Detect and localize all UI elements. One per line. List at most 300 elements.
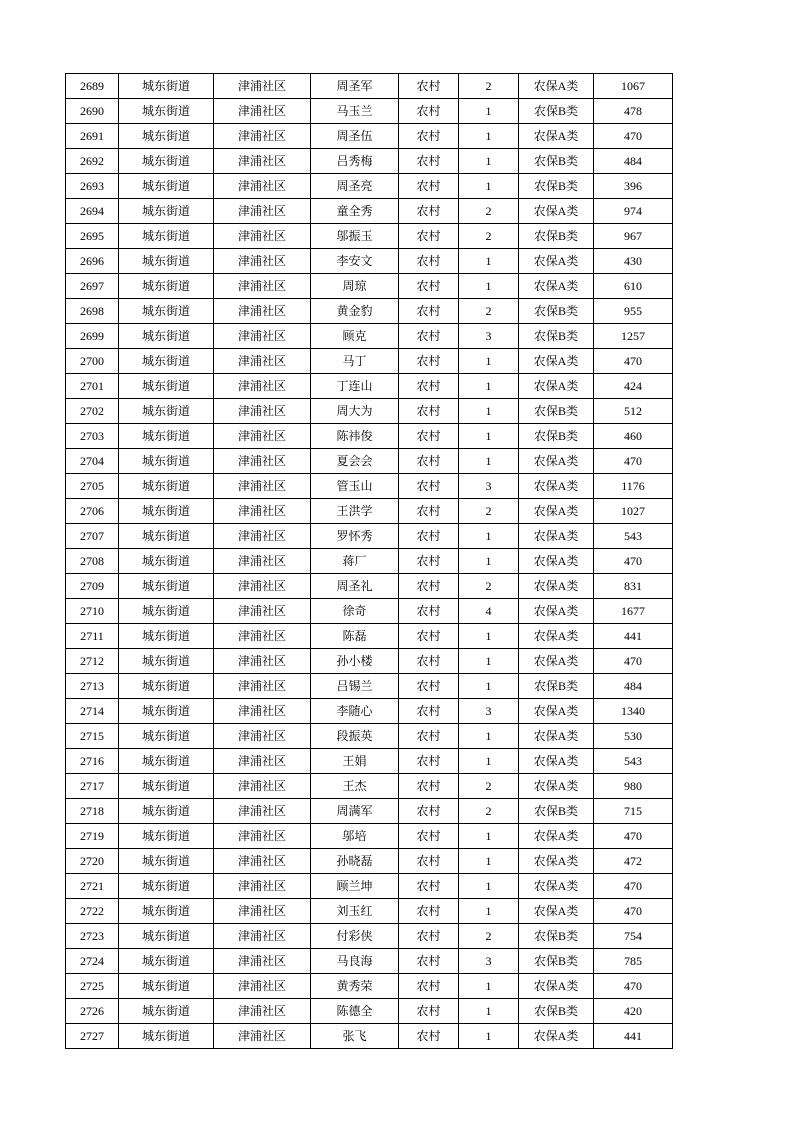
cell-count: 4 <box>459 599 519 624</box>
cell-type: 农村 <box>399 499 459 524</box>
cell-name: 陈祎俊 <box>311 424 399 449</box>
cell-name: 周圣伍 <box>311 124 399 149</box>
cell-street: 城东街道 <box>119 174 214 199</box>
cell-street: 城东街道 <box>119 774 214 799</box>
cell-count: 3 <box>459 949 519 974</box>
cell-id: 2708 <box>66 549 119 574</box>
cell-street: 城东街道 <box>119 799 214 824</box>
cell-amount: 543 <box>594 524 673 549</box>
cell-id: 2723 <box>66 924 119 949</box>
cell-name: 李安文 <box>311 249 399 274</box>
cell-id: 2721 <box>66 874 119 899</box>
cell-name: 徐奇 <box>311 599 399 624</box>
cell-category: 农保A类 <box>519 1024 594 1049</box>
cell-street: 城东街道 <box>119 699 214 724</box>
cell-amount: 610 <box>594 274 673 299</box>
cell-category: 农保A类 <box>519 749 594 774</box>
cell-name: 黄金豹 <box>311 299 399 324</box>
cell-street: 城东街道 <box>119 399 214 424</box>
table-row <box>66 449 673 474</box>
cell-id: 2707 <box>66 524 119 549</box>
cell-id: 2693 <box>66 174 119 199</box>
table-row <box>66 124 673 149</box>
cell-amount: 715 <box>594 799 673 824</box>
cell-community: 津浦社区 <box>214 699 311 724</box>
cell-count: 1 <box>459 749 519 774</box>
cell-street: 城东街道 <box>119 424 214 449</box>
cell-id: 2696 <box>66 249 119 274</box>
cell-category: 农保A类 <box>519 249 594 274</box>
cell-street: 城东街道 <box>119 724 214 749</box>
cell-community: 津浦社区 <box>214 124 311 149</box>
cell-category: 农保A类 <box>519 574 594 599</box>
cell-street: 城东街道 <box>119 824 214 849</box>
table-row <box>66 224 673 249</box>
table-row <box>66 174 673 199</box>
cell-count: 1 <box>459 99 519 124</box>
cell-count: 1 <box>459 849 519 874</box>
cell-category: 农保A类 <box>519 824 594 849</box>
cell-type: 农村 <box>399 199 459 224</box>
cell-type: 农村 <box>399 374 459 399</box>
cell-count: 1 <box>459 974 519 999</box>
cell-community: 津浦社区 <box>214 199 311 224</box>
table-row <box>66 274 673 299</box>
cell-name: 周大为 <box>311 399 399 424</box>
cell-id: 2694 <box>66 199 119 224</box>
cell-category: 农保A类 <box>519 449 594 474</box>
table-row <box>66 924 673 949</box>
cell-amount: 470 <box>594 874 673 899</box>
table-row <box>66 699 673 724</box>
cell-amount: 831 <box>594 574 673 599</box>
cell-category: 农保A类 <box>519 724 594 749</box>
cell-street: 城东街道 <box>119 649 214 674</box>
cell-type: 农村 <box>399 674 459 699</box>
cell-street: 城东街道 <box>119 199 214 224</box>
cell-type: 农村 <box>399 224 459 249</box>
cell-count: 1 <box>459 399 519 424</box>
cell-count: 1 <box>459 999 519 1024</box>
cell-id: 2705 <box>66 474 119 499</box>
cell-id: 2697 <box>66 274 119 299</box>
cell-street: 城东街道 <box>119 874 214 899</box>
cell-amount: 441 <box>594 624 673 649</box>
table-row <box>66 749 673 774</box>
cell-count: 1 <box>459 649 519 674</box>
cell-count: 3 <box>459 324 519 349</box>
cell-id: 2709 <box>66 574 119 599</box>
cell-community: 津浦社区 <box>214 849 311 874</box>
cell-type: 农村 <box>399 874 459 899</box>
cell-amount: 543 <box>594 749 673 774</box>
table-row <box>66 974 673 999</box>
cell-count: 2 <box>459 74 519 99</box>
table-row <box>66 899 673 924</box>
cell-id: 2699 <box>66 324 119 349</box>
cell-name: 孙小楼 <box>311 649 399 674</box>
cell-type: 农村 <box>399 899 459 924</box>
table-row <box>66 549 673 574</box>
cell-community: 津浦社区 <box>214 449 311 474</box>
cell-id: 2725 <box>66 974 119 999</box>
cell-type: 农村 <box>399 424 459 449</box>
cell-community: 津浦社区 <box>214 899 311 924</box>
cell-community: 津浦社区 <box>214 374 311 399</box>
cell-category: 农保A类 <box>519 199 594 224</box>
cell-community: 津浦社区 <box>214 799 311 824</box>
cell-community: 津浦社区 <box>214 274 311 299</box>
table-row <box>66 949 673 974</box>
cell-type: 农村 <box>399 999 459 1024</box>
cell-count: 3 <box>459 699 519 724</box>
cell-amount: 460 <box>594 424 673 449</box>
cell-amount: 441 <box>594 1024 673 1049</box>
cell-count: 2 <box>459 774 519 799</box>
cell-name: 邬培 <box>311 824 399 849</box>
cell-type: 农村 <box>399 124 459 149</box>
table-row <box>66 724 673 749</box>
cell-street: 城东街道 <box>119 99 214 124</box>
table-row <box>66 524 673 549</box>
cell-community: 津浦社区 <box>214 999 311 1024</box>
cell-community: 津浦社区 <box>214 874 311 899</box>
cell-type: 农村 <box>399 699 459 724</box>
cell-category: 农保A类 <box>519 699 594 724</box>
cell-amount: 430 <box>594 249 673 274</box>
cell-name: 周琼 <box>311 274 399 299</box>
cell-community: 津浦社区 <box>214 399 311 424</box>
cell-count: 1 <box>459 724 519 749</box>
cell-amount: 478 <box>594 99 673 124</box>
cell-amount: 470 <box>594 974 673 999</box>
cell-type: 农村 <box>399 799 459 824</box>
cell-community: 津浦社区 <box>214 624 311 649</box>
cell-name: 罗怀秀 <box>311 524 399 549</box>
cell-id: 2702 <box>66 399 119 424</box>
cell-count: 2 <box>459 574 519 599</box>
cell-community: 津浦社区 <box>214 474 311 499</box>
table-row <box>66 424 673 449</box>
cell-id: 2724 <box>66 949 119 974</box>
cell-count: 2 <box>459 799 519 824</box>
cell-category: 农保A类 <box>519 899 594 924</box>
cell-id: 2720 <box>66 849 119 874</box>
cell-type: 农村 <box>399 524 459 549</box>
cell-category: 农保B类 <box>519 924 594 949</box>
cell-category: 农保B类 <box>519 324 594 349</box>
cell-category: 农保B类 <box>519 149 594 174</box>
cell-name: 王娟 <box>311 749 399 774</box>
table-row <box>66 74 673 99</box>
cell-category: 农保A类 <box>519 474 594 499</box>
cell-count: 2 <box>459 924 519 949</box>
table-row <box>66 499 673 524</box>
cell-amount: 1067 <box>594 74 673 99</box>
cell-type: 农村 <box>399 774 459 799</box>
cell-type: 农村 <box>399 549 459 574</box>
cell-count: 2 <box>459 499 519 524</box>
cell-community: 津浦社区 <box>214 74 311 99</box>
cell-community: 津浦社区 <box>214 249 311 274</box>
cell-name: 夏会会 <box>311 449 399 474</box>
table-row <box>66 324 673 349</box>
cell-amount: 1340 <box>594 699 673 724</box>
cell-community: 津浦社区 <box>214 499 311 524</box>
cell-name: 周圣亮 <box>311 174 399 199</box>
cell-name: 丁连山 <box>311 374 399 399</box>
cell-amount: 754 <box>594 924 673 949</box>
cell-id: 2698 <box>66 299 119 324</box>
cell-type: 农村 <box>399 274 459 299</box>
cell-street: 城东街道 <box>119 974 214 999</box>
cell-id: 2710 <box>66 599 119 624</box>
cell-street: 城东街道 <box>119 374 214 399</box>
cell-category: 农保A类 <box>519 349 594 374</box>
cell-name: 段振英 <box>311 724 399 749</box>
cell-count: 1 <box>459 424 519 449</box>
cell-street: 城东街道 <box>119 524 214 549</box>
table-row <box>66 599 673 624</box>
table-row <box>66 399 673 424</box>
cell-category: 农保A类 <box>519 374 594 399</box>
cell-count: 1 <box>459 349 519 374</box>
cell-id: 2692 <box>66 149 119 174</box>
cell-name: 王洪学 <box>311 499 399 524</box>
cell-id: 2714 <box>66 699 119 724</box>
cell-community: 津浦社区 <box>214 149 311 174</box>
cell-id: 2717 <box>66 774 119 799</box>
cell-id: 2689 <box>66 74 119 99</box>
table-row <box>66 199 673 224</box>
table-row <box>66 1024 673 1049</box>
cell-amount: 470 <box>594 899 673 924</box>
cell-count: 1 <box>459 174 519 199</box>
cell-category: 农保A类 <box>519 849 594 874</box>
cell-street: 城东街道 <box>119 349 214 374</box>
cell-id: 2706 <box>66 499 119 524</box>
cell-street: 城东街道 <box>119 949 214 974</box>
cell-type: 农村 <box>399 624 459 649</box>
cell-name: 刘玉红 <box>311 899 399 924</box>
cell-name: 童全秀 <box>311 199 399 224</box>
cell-id: 2713 <box>66 674 119 699</box>
cell-count: 1 <box>459 674 519 699</box>
cell-community: 津浦社区 <box>214 674 311 699</box>
cell-count: 1 <box>459 549 519 574</box>
cell-category: 农保A类 <box>519 524 594 549</box>
cell-type: 农村 <box>399 474 459 499</box>
cell-type: 农村 <box>399 599 459 624</box>
cell-type: 农村 <box>399 949 459 974</box>
cell-community: 津浦社区 <box>214 1024 311 1049</box>
cell-category: 农保A类 <box>519 624 594 649</box>
cell-count: 1 <box>459 899 519 924</box>
cell-type: 农村 <box>399 74 459 99</box>
cell-category: 农保B类 <box>519 174 594 199</box>
cell-amount: 967 <box>594 224 673 249</box>
cell-type: 农村 <box>399 399 459 424</box>
cell-street: 城东街道 <box>119 149 214 174</box>
cell-type: 农村 <box>399 749 459 774</box>
cell-community: 津浦社区 <box>214 924 311 949</box>
cell-name: 顾克 <box>311 324 399 349</box>
cell-amount: 472 <box>594 849 673 874</box>
cell-amount: 470 <box>594 124 673 149</box>
cell-count: 3 <box>459 474 519 499</box>
cell-amount: 1257 <box>594 324 673 349</box>
cell-community: 津浦社区 <box>214 299 311 324</box>
cell-name: 张飞 <box>311 1024 399 1049</box>
cell-count: 1 <box>459 1024 519 1049</box>
cell-category: 农保A类 <box>519 549 594 574</box>
table-row <box>66 299 673 324</box>
cell-count: 1 <box>459 249 519 274</box>
cell-type: 农村 <box>399 974 459 999</box>
cell-name: 周圣军 <box>311 74 399 99</box>
table-row <box>66 574 673 599</box>
cell-street: 城东街道 <box>119 624 214 649</box>
cell-count: 1 <box>459 149 519 174</box>
cell-id: 2695 <box>66 224 119 249</box>
cell-name: 王杰 <box>311 774 399 799</box>
cell-name: 马良海 <box>311 949 399 974</box>
cell-count: 1 <box>459 624 519 649</box>
cell-community: 津浦社区 <box>214 574 311 599</box>
cell-street: 城东街道 <box>119 449 214 474</box>
cell-id: 2711 <box>66 624 119 649</box>
cell-name: 吕秀梅 <box>311 149 399 174</box>
cell-type: 农村 <box>399 649 459 674</box>
cell-type: 农村 <box>399 824 459 849</box>
cell-amount: 470 <box>594 549 673 574</box>
table-row <box>66 799 673 824</box>
cell-amount: 470 <box>594 449 673 474</box>
cell-name: 周圣礼 <box>311 574 399 599</box>
cell-community: 津浦社区 <box>214 349 311 374</box>
cell-count: 2 <box>459 224 519 249</box>
table-row <box>66 674 673 699</box>
cell-street: 城东街道 <box>119 474 214 499</box>
cell-id: 2690 <box>66 99 119 124</box>
cell-community: 津浦社区 <box>214 324 311 349</box>
cell-street: 城东街道 <box>119 224 214 249</box>
table-row <box>66 349 673 374</box>
cell-name: 周满军 <box>311 799 399 824</box>
cell-type: 农村 <box>399 724 459 749</box>
cell-category: 农保A类 <box>519 274 594 299</box>
table-row <box>66 249 673 274</box>
cell-id: 2700 <box>66 349 119 374</box>
cell-community: 津浦社区 <box>214 824 311 849</box>
cell-community: 津浦社区 <box>214 549 311 574</box>
cell-street: 城东街道 <box>119 499 214 524</box>
cell-amount: 470 <box>594 649 673 674</box>
cell-street: 城东街道 <box>119 999 214 1024</box>
cell-name: 马玉兰 <box>311 99 399 124</box>
cell-category: 农保A类 <box>519 874 594 899</box>
cell-count: 1 <box>459 449 519 474</box>
table-row <box>66 849 673 874</box>
cell-type: 农村 <box>399 1024 459 1049</box>
cell-type: 农村 <box>399 849 459 874</box>
cell-amount: 785 <box>594 949 673 974</box>
table-row <box>66 824 673 849</box>
cell-count: 1 <box>459 524 519 549</box>
cell-name: 顾兰坤 <box>311 874 399 899</box>
cell-category: 农保A类 <box>519 499 594 524</box>
cell-street: 城东街道 <box>119 74 214 99</box>
cell-category: 农保A类 <box>519 974 594 999</box>
cell-street: 城东街道 <box>119 749 214 774</box>
cell-street: 城东街道 <box>119 849 214 874</box>
table-row <box>66 649 673 674</box>
cell-community: 津浦社区 <box>214 749 311 774</box>
cell-street: 城东街道 <box>119 274 214 299</box>
cell-street: 城东街道 <box>119 299 214 324</box>
cell-count: 1 <box>459 274 519 299</box>
data-table <box>65 73 673 1049</box>
cell-id: 2722 <box>66 899 119 924</box>
cell-amount: 974 <box>594 199 673 224</box>
cell-id: 2726 <box>66 999 119 1024</box>
cell-category: 农保A类 <box>519 649 594 674</box>
cell-category: 农保B类 <box>519 949 594 974</box>
cell-name: 邬振玉 <box>311 224 399 249</box>
cell-category: 农保B类 <box>519 999 594 1024</box>
cell-count: 2 <box>459 299 519 324</box>
cell-amount: 530 <box>594 724 673 749</box>
cell-name: 陈磊 <box>311 624 399 649</box>
cell-community: 津浦社区 <box>214 724 311 749</box>
cell-category: 农保A类 <box>519 124 594 149</box>
cell-category: 农保B类 <box>519 224 594 249</box>
cell-name: 李随心 <box>311 699 399 724</box>
spreadsheet-page <box>65 73 673 1049</box>
cell-category: 农保A类 <box>519 74 594 99</box>
cell-category: 农保B类 <box>519 799 594 824</box>
cell-name: 孙晓磊 <box>311 849 399 874</box>
cell-street: 城东街道 <box>119 924 214 949</box>
table-row <box>66 99 673 124</box>
cell-count: 2 <box>459 199 519 224</box>
cell-street: 城东街道 <box>119 599 214 624</box>
table-row <box>66 474 673 499</box>
table-row <box>66 149 673 174</box>
cell-amount: 1176 <box>594 474 673 499</box>
cell-type: 农村 <box>399 299 459 324</box>
table-row <box>66 374 673 399</box>
cell-category: 农保A类 <box>519 599 594 624</box>
cell-count: 1 <box>459 824 519 849</box>
cell-name: 马丁 <box>311 349 399 374</box>
table-row <box>66 999 673 1024</box>
cell-name: 管玉山 <box>311 474 399 499</box>
cell-type: 农村 <box>399 349 459 374</box>
cell-community: 津浦社区 <box>214 599 311 624</box>
table-row <box>66 774 673 799</box>
cell-id: 2703 <box>66 424 119 449</box>
cell-community: 津浦社区 <box>214 649 311 674</box>
cell-amount: 396 <box>594 174 673 199</box>
cell-amount: 484 <box>594 149 673 174</box>
cell-street: 城东街道 <box>119 124 214 149</box>
cell-type: 农村 <box>399 574 459 599</box>
cell-name: 蒋厂 <box>311 549 399 574</box>
cell-type: 农村 <box>399 324 459 349</box>
cell-type: 农村 <box>399 924 459 949</box>
cell-name: 黄秀荣 <box>311 974 399 999</box>
